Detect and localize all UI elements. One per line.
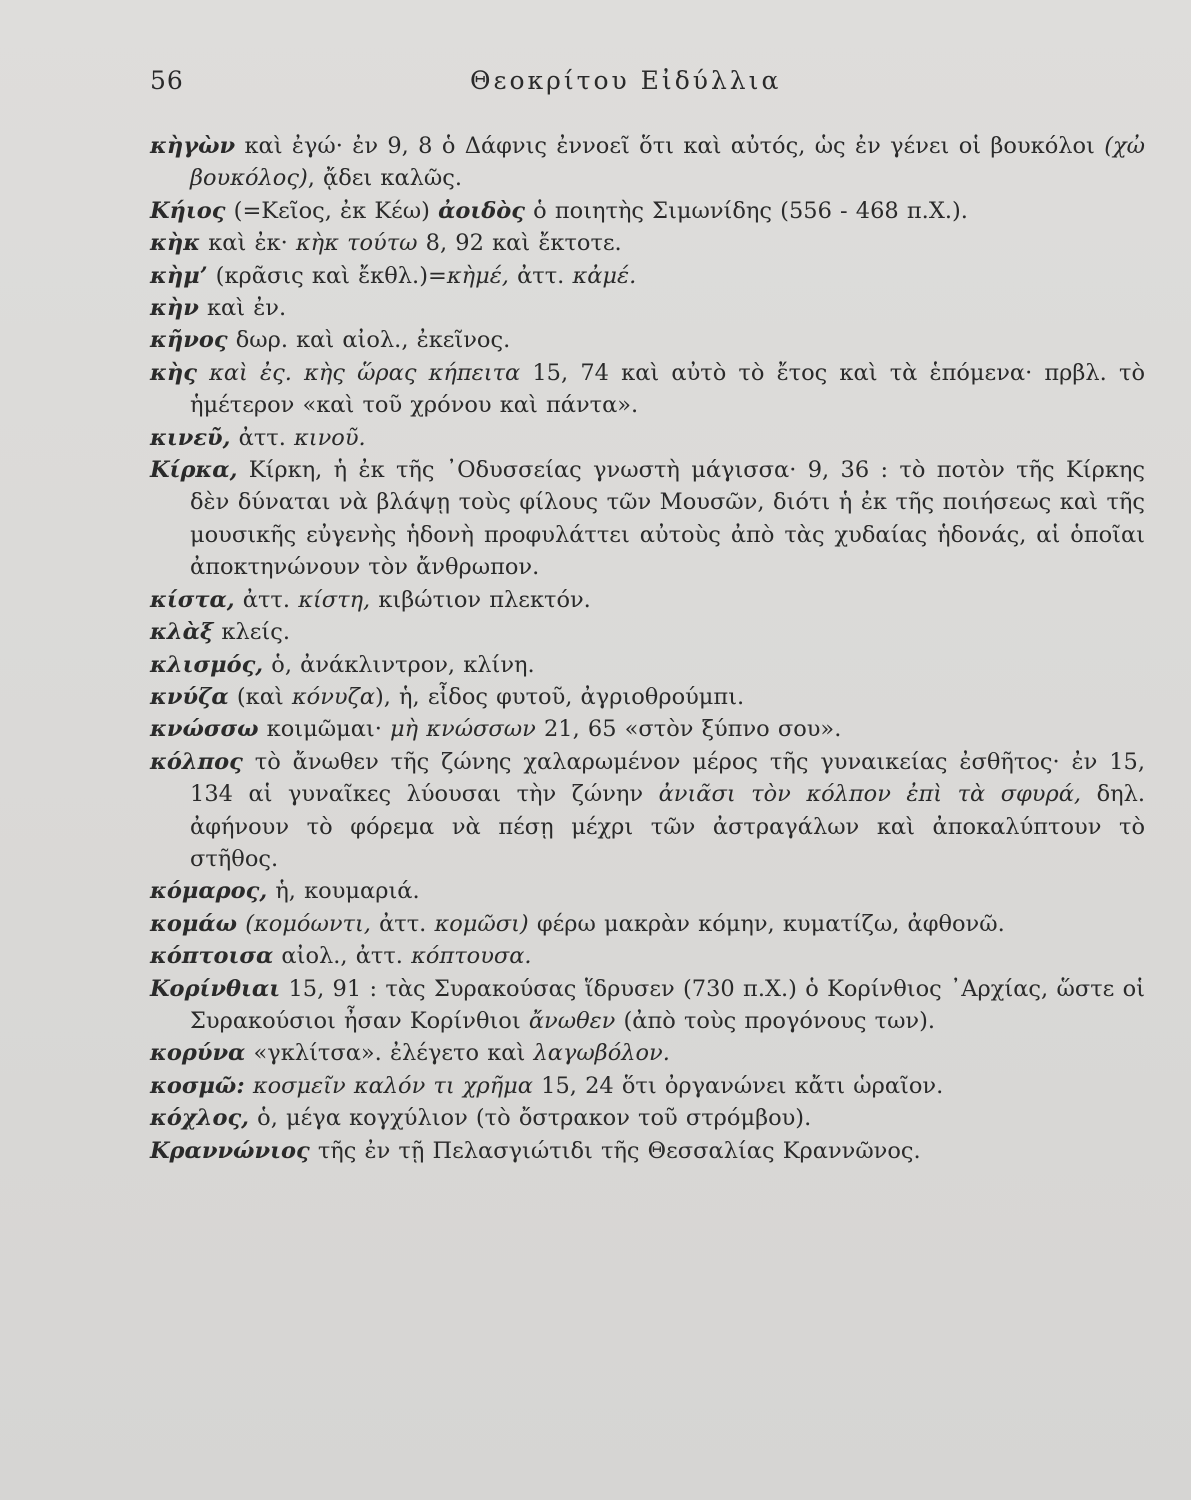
glossary-entry <box>150 875 1145 907</box>
glossary-entry <box>150 227 1145 259</box>
entry-text: (ἀπὸ τοὺς προγόνους των). <box>615 1007 936 1034</box>
entry-text: αἰολ., ἀττ. <box>273 943 412 970</box>
glossary-entry <box>150 1102 1145 1134</box>
glossary-entry <box>150 422 1145 454</box>
entry-headword: κινεῦ, <box>150 424 231 451</box>
glossary-entry <box>150 908 1145 940</box>
entry-text: Κίρκη, ἡ ἐκ τῆς ᾿Οδυσσείας γνωστὴ μάγισσα· 9, 36 : τὸ ποτὸν τῆς Κίρκης δὲν δύναται νὰ βλάψῃ τοὺς φίλους τῶν Μουσῶν, διότι ἡ ἐκ τῆς ποιήσεως καὶ τῆς μουσικῆς εὐγενὴς ἡδονὴ προφυλάττει αὐτοὺς ἀπὸ τὰς χυδαίας ἡδονάς, αἱ ὁποῖαι ἀποκτηνώνουν τὸν ἄνθρωπον. <box>190 457 1145 581</box>
entry-italic-text: κὴκ τούτω <box>295 230 418 257</box>
entry-italic-text: κίστη, <box>298 586 371 613</box>
entry-headword: κορύνα <box>150 1040 246 1067</box>
glossary-entry <box>150 130 1145 195</box>
entry-text: τὸ ἄνωθεν τῆς ζώνης χαλαρωμένον μέρος τῆς γυναικείας ἐσθῆτος· ἐν 15, 134 αἱ γυναῖκες λύουσαι τὴν ζώνην <box>190 748 1145 808</box>
entry-headword: κνώσσω <box>150 716 259 743</box>
entry-headword: κοσμῶ: <box>150 1072 245 1099</box>
entry-text: 15, 24 ὅτι ὀργανώνει κἄτι ὡραῖον. <box>533 1072 944 1099</box>
entry-headword: κίστα, <box>150 586 235 613</box>
glossary-entry <box>150 973 1145 1038</box>
entry-text: καὶ ἐγώ· ἐν 9, 8 ὁ Δάφνις ἐννοεῖ ὅτι καὶ αὐτός, ὡς ἐν γένει οἱ βουκόλοι <box>235 133 1105 159</box>
entry-italic-text: κόνυζα <box>291 683 375 710</box>
entry-text: 21, 65 «στὸν ξύπνο σου». <box>535 716 842 743</box>
glossary-entry <box>150 940 1145 972</box>
entry-italic-text: κόπτουσα. <box>411 943 532 970</box>
page-number: 56 <box>150 66 184 95</box>
glossary-entry <box>150 584 1145 616</box>
entry-bold-term: ἀοιδὸς <box>438 197 526 224</box>
entry-text: ὁ, μέγα κογχύλιον (τὸ ὄστρακον τοῦ στρόμβου). <box>249 1105 812 1132</box>
entry-text: (κρᾶσις καὶ ἔκθλ.)= <box>207 262 447 289</box>
entry-text: καὶ ἐν. <box>198 295 287 322</box>
entry-italic-text: κἀμέ. <box>572 262 637 289</box>
entry-text: ἀττ. <box>230 424 295 451</box>
entry-text: κλείς. <box>213 619 290 646</box>
running-title: Θεοκρίτου Εἰδύλλια <box>470 66 782 95</box>
entry-headword: κνύζα <box>150 683 229 710</box>
entry-text: φέρω μακρὰν κόμην, κυματίζω, ἀφθονῶ. <box>528 910 1005 937</box>
entry-italic-text: κὴμέ, <box>446 262 509 289</box>
glossary-entry <box>150 454 1145 584</box>
glossary-entries <box>150 130 1145 1167</box>
entry-italic-text: καὶ ἐς. κὴς ὥρας κήπειτα <box>196 359 521 386</box>
entry-text: 8, 92 καὶ ἔκτοτε. <box>417 230 622 257</box>
entry-headword: Κήιος <box>150 197 226 224</box>
entry-italic-text: (κομόωντι, <box>237 910 371 937</box>
glossary-entry <box>150 616 1145 648</box>
entry-text: 15, 74 καὶ αὐτὸ τὸ ἔτος καὶ τὰ ἑπόμενα· πρβλ. τὸ ἡμέτερον «καὶ τοῦ χρόνου καὶ πάντα». <box>190 359 1145 419</box>
entry-headword: κόχλος, <box>150 1105 249 1132</box>
glossary-entry <box>150 357 1145 422</box>
glossary-entry <box>150 1070 1145 1102</box>
entry-text: , ᾄδει καλῶς. <box>307 165 463 192</box>
entry-headword: κομάω <box>150 910 238 937</box>
glossary-entry <box>150 292 1145 324</box>
glossary-entry <box>150 649 1145 681</box>
entry-italic-text: κοσμεῖν καλόν τι χρῆμα <box>244 1072 533 1099</box>
entry-headword: κῆνος <box>150 327 228 354</box>
entry-text: (=Κεῖος, ἐκ Κέω) <box>225 197 439 224</box>
entry-headword: κὴγὼν <box>150 133 236 159</box>
entry-text: ἀττ. <box>370 910 435 937</box>
entry-text: ἡ, κουμαριά. <box>267 878 420 905</box>
entry-text: ὁ, ἀνάκλιντρον, κλίνη. <box>263 651 535 678</box>
entry-headword: κόλπος <box>150 748 243 775</box>
entry-text: καὶ ἐκ· <box>200 230 296 257</box>
glossary-entry <box>150 713 1145 745</box>
entry-headword: κόπτοισα <box>150 943 274 970</box>
entry-text: (καὶ <box>228 683 292 710</box>
entry-headword: κὴκ <box>150 230 201 257</box>
entry-text: «γκλίτσα». ἐλέγετο καὶ <box>245 1040 534 1067</box>
entry-text: ὁ ποιητὴς Σιμωνίδης (556 - 468 π.Χ.). <box>525 197 968 224</box>
entry-text: ), ἡ, εἶδος φυτοῦ, ἀγριοθρούμπι. <box>374 683 745 710</box>
entry-italic-text: μὴ κνώσσων <box>390 716 536 743</box>
glossary-entry <box>150 746 1145 876</box>
entry-text: κιβώτιον πλεκτόν. <box>370 586 591 613</box>
entry-headword: Κίρκα, <box>150 457 238 484</box>
entry-headword: Κραννώνιος <box>150 1137 310 1164</box>
entry-text: δωρ. καὶ αἰολ., ἐκεῖνος. <box>227 327 511 354</box>
entry-italic-text: λαγωβόλον. <box>533 1040 670 1067</box>
entry-text: δηλ. ἀφήνουν τὸ φόρεμα νὰ πέσῃ μέχρι τῶν ἀστραγάλων καὶ ἀποκαλύπτουν τὸ στῆθος. <box>190 781 1146 872</box>
entry-headword: κὴμ’ <box>150 262 208 289</box>
glossary-entry <box>150 1037 1145 1069</box>
entry-headword: Κορίνθιαι <box>150 975 281 1002</box>
entry-headword: κλὰξ <box>150 619 214 646</box>
entry-text: 15, 91 : τὰς Συρακούσας ἵδρυσεν (730 π.Χ.) ὁ Κορίνθιος ᾿Αρχίας, ὥστε οἱ Συρακούσιοι ἦσαν Κορίνθιοι <box>190 975 1145 1034</box>
glossary-entry <box>150 1135 1145 1167</box>
entry-italic-text: κινοῦ. <box>294 424 366 451</box>
glossary-entry <box>150 260 1145 292</box>
entry-italic-text: κομῶσι) <box>434 910 529 937</box>
entry-italic-text: ἀνιᾶσι τὸν κόλπον ἐπὶ τὰ σφυρά, <box>658 781 1082 808</box>
entry-text: τῆς ἐν τῇ Πελασγιώτιδι τῆς Θεσσαλίας Κραννῶνος. <box>309 1137 921 1164</box>
entry-italic-text: (χὠ βουκόλος) <box>190 133 1145 192</box>
page-header <box>150 66 1131 110</box>
entry-headword: κλισμός, <box>150 651 264 678</box>
entry-text: κοιμῶμαι· <box>258 716 391 743</box>
glossary-entry <box>150 324 1145 356</box>
entry-text: ἀττ. <box>234 586 299 613</box>
glossary-entry <box>150 195 1145 227</box>
glossary-entry <box>150 681 1145 713</box>
entry-headword: κόμαρος, <box>150 878 268 905</box>
entry-headword: κὴν <box>150 295 199 322</box>
entry-italic-text: ἄνωθεν <box>528 1007 616 1034</box>
entry-headword: κὴς <box>150 359 197 386</box>
entry-text: ἀττ. <box>508 262 573 289</box>
